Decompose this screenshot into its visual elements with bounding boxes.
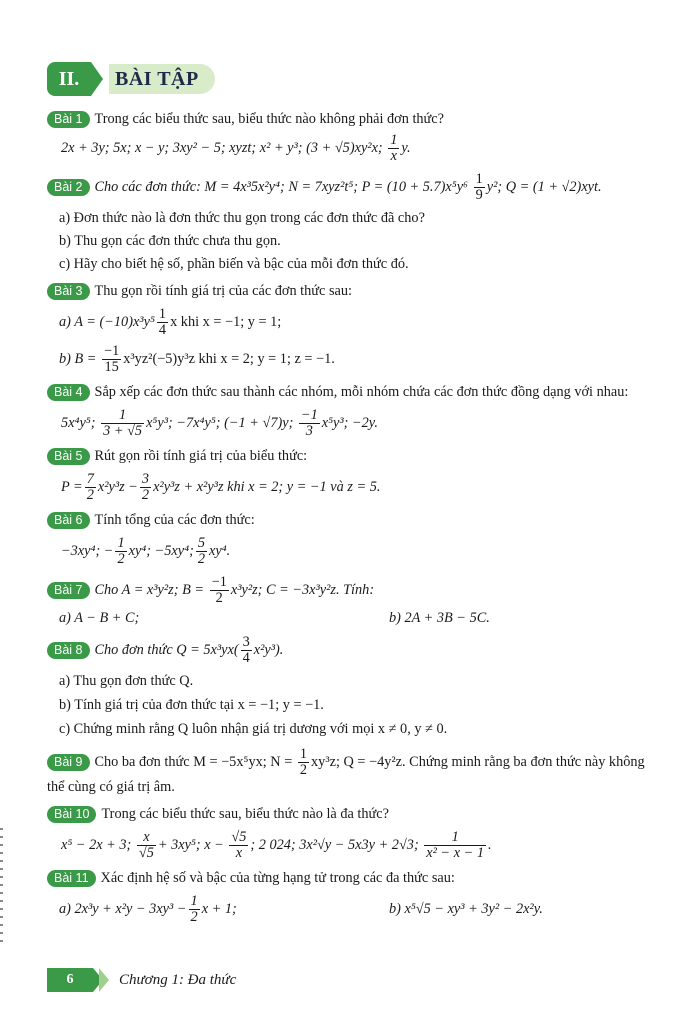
exercise-3-a (59, 307, 692, 338)
numerator: 7 (86, 471, 94, 487)
numerator: 1 (475, 171, 483, 187)
exercise-11 (47, 869, 692, 888)
fraction (424, 830, 486, 861)
math-text: ; 2 024; 3x²√y − 5x3y + 2√3; (250, 836, 419, 853)
fraction (140, 472, 151, 503)
numerator: 3 (242, 634, 250, 650)
denominator: 2 (117, 551, 125, 567)
exercise-text: Cho ba đơn thức M = −5x⁵yx; N = (94, 753, 293, 770)
exercise-badge: Bài 6 (47, 512, 90, 529)
exercise-text: x³y²z; C = −3x³y²z. Tính: (230, 581, 375, 598)
numerator: 1 (101, 408, 144, 424)
numerator: −1 (211, 574, 227, 590)
denominator: 2 (197, 551, 205, 567)
exercise-2-a: a) Đơn thức nào là đơn thức thu gọn trong các đơn thức đã cho? (59, 210, 425, 226)
exercise-9-cont: thể cùng có giá trị âm. (47, 779, 175, 795)
exercise-badge: Bài 4 (47, 384, 90, 401)
numerator: 1 (117, 535, 125, 551)
fraction (85, 472, 96, 503)
denominator: 2 (299, 762, 308, 778)
denominator: 3 + √5 (103, 423, 143, 439)
exercise-11-a (59, 894, 389, 925)
math-text: b) B = (59, 350, 97, 367)
exercise-7 (47, 575, 692, 606)
math-text: xy⁴. (208, 542, 231, 559)
footer-arrow-light (99, 968, 109, 992)
math-text: x⁵y³; −2y. (321, 414, 378, 431)
math-text: 2x + 3y; 5x; x − y; 3xy² − 5; xyzt; x² + y³; (3 + √5)xy²x; (61, 139, 383, 156)
exercise-badge: Bài 1 (47, 111, 90, 128)
exercise-badge: Bài 3 (47, 283, 90, 300)
math-text: + 3xy⁵; x − (157, 836, 224, 853)
exercise-5-expression (61, 472, 692, 503)
numerator: 1 (390, 132, 398, 148)
denominator: x (390, 148, 398, 164)
numerator: x (137, 830, 156, 846)
denominator: x (235, 845, 243, 861)
math-text: P = (61, 478, 83, 495)
math-text: x²y³z − (97, 478, 138, 495)
fraction (115, 536, 126, 567)
fraction (388, 133, 399, 164)
fraction (241, 635, 252, 666)
exercise-10-expressions (61, 830, 692, 861)
exercise-7-b: b) 2A + 3B − 5C. (389, 610, 490, 626)
fraction (189, 894, 200, 925)
section-arrow (91, 62, 103, 96)
fraction (229, 830, 248, 861)
chapter-title: Chương 1: Đa thức (119, 971, 237, 988)
exercise-text: y²; Q = (1 + √2)xyt. (486, 178, 602, 195)
exercise-7-a: a) A − B + C; (59, 610, 140, 626)
numerator: −1 (300, 407, 318, 423)
numerator: 1 (424, 830, 486, 846)
exercise-badge: Bài 5 (47, 448, 90, 465)
exercise-text: xy³z; Q = −4y²z. Chứng minh rằng ba đơn thức này không (311, 753, 645, 770)
exercise-text: Rút gọn rồi tính giá trị của biểu thức: (94, 448, 308, 464)
math-text: x⁵ − 2x + 3; (61, 836, 132, 853)
math-text: y. (401, 139, 411, 156)
exercise-badge: Bài 11 (47, 870, 96, 887)
exercise-text: Cho A = x³y²z; B = (94, 581, 205, 598)
fraction (474, 172, 485, 203)
denominator: 3 (305, 423, 313, 439)
denominator: 2 (141, 487, 150, 503)
fraction (137, 830, 156, 861)
numerator: 1 (190, 893, 198, 909)
denominator: 2 (190, 909, 198, 925)
denominator: 4 (158, 322, 167, 338)
math-text: −3xy⁴; − (61, 542, 114, 559)
exercise-5 (47, 447, 692, 466)
section-number: II. (47, 62, 91, 96)
numerator: 1 (158, 306, 167, 322)
math-text: xy⁴; −5xy⁴; (128, 542, 194, 559)
fraction (196, 536, 207, 567)
math-text: x khi x = −1; y = 1; (170, 313, 282, 330)
exercise-8 (47, 635, 692, 666)
exercise-2 (47, 172, 692, 203)
exercise-text: Trong các biểu thức sau, biểu thức nào không phải đơn thức? (94, 111, 444, 127)
exercise-9 (47, 747, 692, 778)
fraction (101, 408, 144, 439)
fraction (210, 575, 229, 606)
exercise-8-b: b) Tính giá trị của đơn thức tại x = −1; y = −1. (59, 697, 324, 713)
exercise-text: x²y³). (253, 641, 284, 658)
exercise-text: Trong các biểu thức sau, biểu thức nào là đa thức? (101, 806, 389, 822)
numerator: √5 (231, 829, 247, 845)
exercise-badge: Bài 2 (47, 179, 90, 196)
section-header (47, 62, 215, 96)
exercise-badge: Bài 9 (47, 754, 90, 771)
page-footer (47, 968, 236, 992)
denominator: 2 (215, 590, 223, 606)
exercise-1-expressions (61, 133, 692, 164)
fraction (102, 344, 121, 375)
exercise-6 (47, 511, 692, 530)
math-text: . (488, 836, 492, 853)
numerator: −1 (104, 343, 120, 359)
exercise-3 (47, 282, 692, 301)
fraction (298, 747, 309, 778)
math-text: x⁵y³; −7x⁴y⁵; (−1 + √7)y; (146, 414, 294, 431)
math-text: x³yz²(−5)y³z khi x = 2; y = 1; z = −1. (123, 350, 335, 367)
exercise-text: Cho đơn thức Q = 5x³yx( (94, 641, 239, 658)
fraction (299, 408, 320, 439)
exercise-10 (47, 805, 692, 824)
exercise-6-expression (61, 536, 692, 567)
exercise-4-expressions (61, 408, 692, 439)
numerator: 1 (299, 746, 308, 762)
exercise-1 (47, 110, 692, 129)
exercise-badge: Bài 8 (47, 642, 90, 659)
section-title: BÀI TẬP (109, 64, 215, 94)
exercise-11-parts (59, 894, 692, 925)
math-text: x + 1; (201, 900, 237, 917)
exercise-2-c: c) Hãy cho biết hệ số, phần biến và bậc của mỗi đơn thức đó. (59, 256, 409, 272)
exercise-text: Xác định hệ số và bậc của từng hạng tử trong các đa thức sau: (100, 870, 455, 886)
numerator: 5 (197, 535, 205, 551)
denominator: 4 (242, 650, 250, 666)
denominator: x² − x − 1 (426, 845, 484, 861)
fraction (157, 307, 168, 338)
exercise-text: Thu gọn rồi tính giá trị của các đơn thức sau: (94, 283, 352, 299)
exercise-badge: Bài 10 (47, 806, 96, 823)
exercise-text: Tính tổng của các đơn thức: (94, 512, 255, 528)
margin-dots (0, 828, 3, 948)
denominator: 15 (104, 359, 119, 375)
exercise-text: Cho các đơn thức: M = 4x³5x²y⁴; N = 7xyz²t⁵; P = (10 + 5.7)x⁵y⁶ (94, 178, 469, 195)
exercise-text: Sắp xếp các đơn thức sau thành các nhóm, mỗi nhóm chứa các đơn thức đồng dạng với nhau: (94, 384, 629, 400)
math-text: a) A = (−10)x³y⁵ (59, 313, 155, 330)
exercise-3-b (59, 344, 692, 375)
exercise-list (47, 110, 692, 925)
denominator: 9 (475, 187, 483, 203)
page-number: 6 (47, 968, 93, 992)
exercise-8-a: a) Thu gọn đơn thức Q. (59, 673, 194, 689)
denominator: 2 (86, 487, 94, 503)
math-text: a) 2x³y + x²y − 3xy³ − (59, 900, 187, 917)
exercise-badge: Bài 7 (47, 582, 90, 599)
math-text: 5x⁴y⁵; (61, 414, 96, 431)
exercise-2-b: b) Thu gọn các đơn thức chưa thu gọn. (59, 233, 281, 249)
exercise-7-parts (59, 610, 692, 627)
numerator: 3 (141, 471, 150, 487)
exercise-11-b: b) x⁵√5 − xy³ + 3y² − 2x²y. (389, 901, 543, 917)
math-text: x²y³z + x²y³z khi x = 2; y = −1 và z = 5. (153, 478, 381, 495)
exercise-4 (47, 383, 692, 402)
exercise-8-c: c) Chứng minh rằng Q luôn nhận giá trị dương với mọi x ≠ 0, y ≠ 0. (59, 721, 448, 737)
denominator: √5 (138, 845, 154, 861)
